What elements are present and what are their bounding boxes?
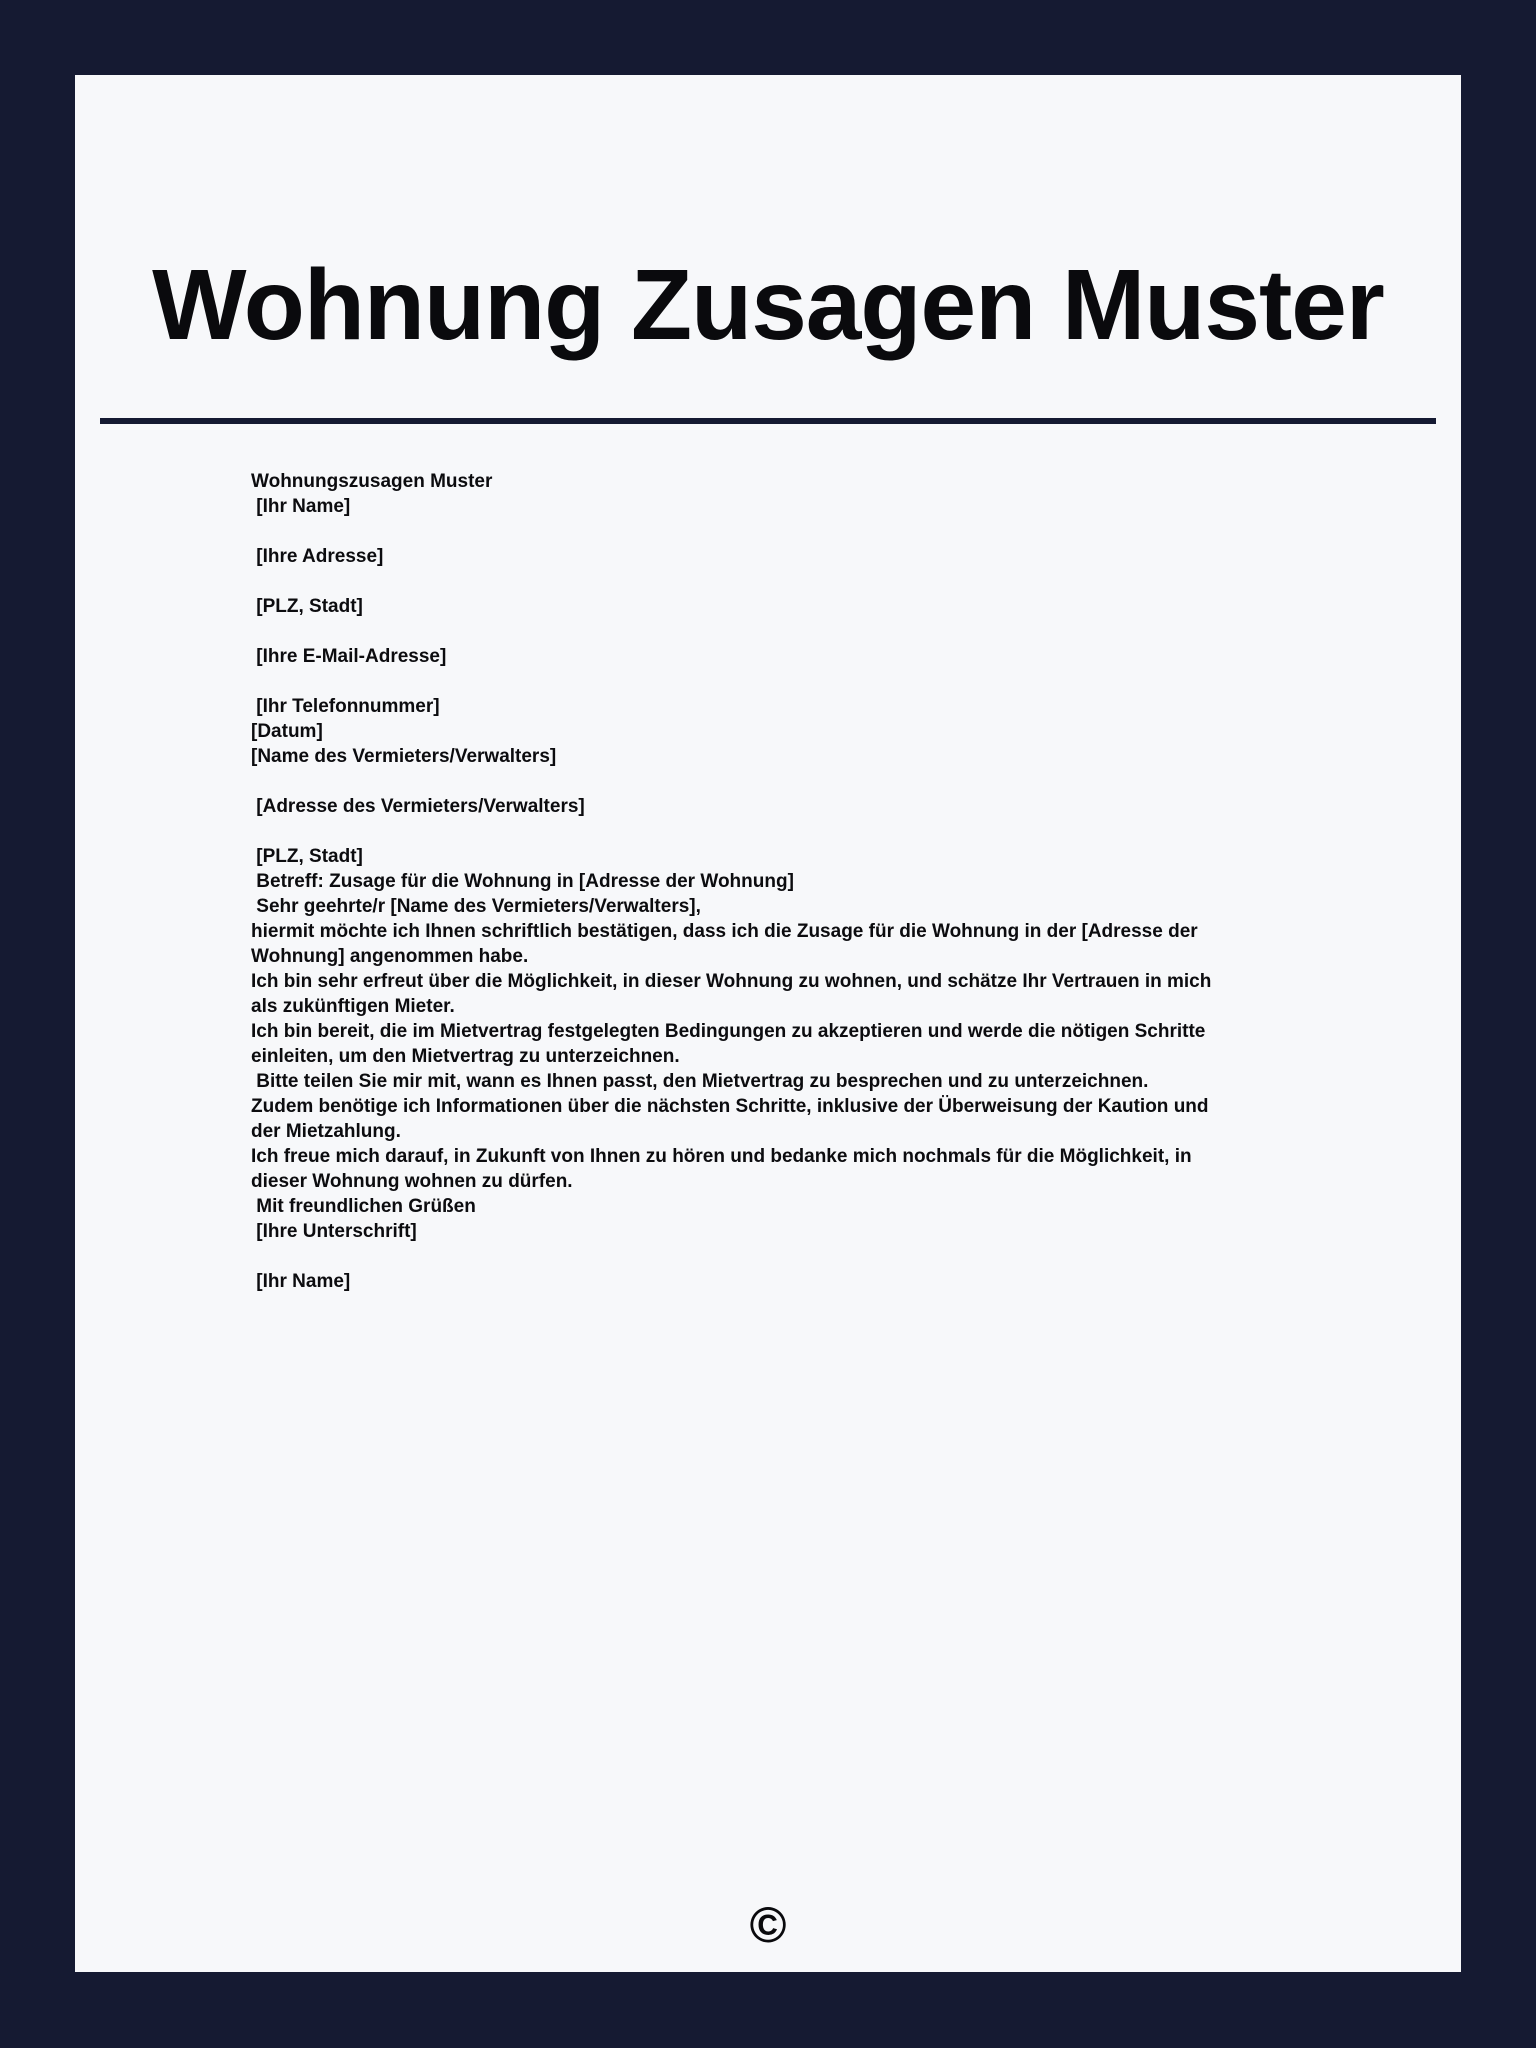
letter-line (251, 619, 1311, 644)
letter-line: [Ihr Name] (251, 496, 351, 517)
letter-line: Wohnung] angenommen habe. (251, 946, 529, 967)
letter-line: Betreff: Zusage für die Wohnung in [Adresse der Wohnung] (251, 871, 794, 892)
letter-line: [Ihre Unterschrift] (251, 1221, 417, 1242)
letter-line (251, 769, 1311, 794)
letter-line: dieser Wohnung wohnen zu dürfen. (251, 1171, 573, 1192)
letter-line: Bitte teilen Sie mir mit, wann es Ihnen passt, den Mietvertrag zu besprechen und zu unterzeichnen. (251, 1071, 1149, 1092)
letter-line: Ich bin sehr erfreut über die Möglichkeit, in dieser Wohnung zu wohnen, und schätze Ihr Vertrauen in mich (251, 971, 1212, 992)
letter-line: Sehr geehrte/r [Name des Vermieters/Verwalters], (251, 896, 701, 917)
letter-line: einleiten, um den Mietvertrag zu unterzeichnen. (251, 1046, 680, 1067)
letter-line: als zukünftigen Mieter. (251, 996, 455, 1017)
letter-line: [Name des Vermieters/Verwalters] (251, 746, 557, 767)
letter-line: [Ihre Adresse] (251, 546, 384, 567)
letter-line: Mit freundlichen Grüßen (251, 1196, 476, 1217)
document-page (75, 75, 1461, 1972)
letter-line: [Datum] (251, 721, 323, 742)
letter-line: [PLZ, Stadt] (251, 846, 363, 867)
letter-line: Ich freue mich darauf, in Zukunft von Ihnen zu hören und bedanke mich nochmals für die Möglichkeit, in (251, 1146, 1192, 1167)
letter-line: [Ihr Telefonnummer] (251, 696, 440, 717)
letter-line (251, 819, 1311, 844)
letter-line: [Ihre E-Mail-Adresse] (251, 646, 447, 667)
letter-line: Ich bin bereit, die im Mietvertrag festgelegten Bedingungen zu akzeptieren und werde die nötigen Schritte (251, 1021, 1206, 1042)
letter-line: [PLZ, Stadt] (251, 596, 363, 617)
letter-line (251, 669, 1311, 694)
letter-line (251, 519, 1311, 544)
document-title: Wohnung Zusagen Muster (152, 249, 1384, 361)
letter-line: [Adresse des Vermieters/Verwalters] (251, 796, 585, 817)
letter-line (251, 1244, 1311, 1269)
letter-line: hiermit möchte ich Ihnen schriftlich bestätigen, dass ich die Zusage für die Wohnung in der [Adresse der (251, 921, 1198, 942)
letter-line (251, 569, 1311, 594)
letter-line: Zudem benötige ich Informationen über die nächsten Schritte, inklusive der Überweisung der Kaution und (251, 1096, 1209, 1117)
letter-line: [Ihr Name] (251, 1271, 351, 1292)
title-divider (100, 418, 1436, 424)
letter-body (251, 469, 1311, 1294)
copyright-icon: © (749, 1897, 787, 1953)
letter-line: Wohnungszusagen Muster (251, 471, 493, 492)
letter-line: der Mietzahlung. (251, 1121, 401, 1142)
